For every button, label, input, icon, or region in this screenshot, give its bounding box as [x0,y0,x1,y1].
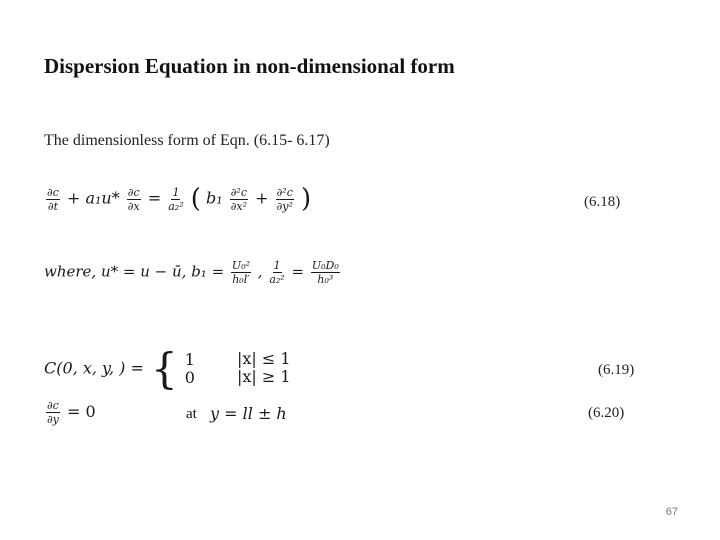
fraction: $\frac{\partial c}{\partial y}$ [46,399,59,426]
case-conditions: |x| ≤ 1 |x| ≥ 1 [237,349,291,386]
equals-sign: = [291,262,309,281]
rhs: = 0 [66,402,96,421]
boundary-condition: y = ll ± h [210,404,287,423]
fraction: $\frac{\text{∂²c}}{\text{∂y²}}$ [276,185,293,213]
equals-sign: = [147,188,162,208]
term: + a₁u* [66,188,125,208]
left-brace: { [150,344,178,393]
fraction: $\frac{1}{\text{a₂²}}$ [269,259,285,286]
where-definitions [44,260,342,285]
slide-title: Dispersion Equation in non-dimensional form [44,54,455,78]
page-number: 67 [665,506,678,518]
fraction: $\frac{\text{U₀²}}{\text{h₀l′}}$ [231,259,251,286]
plus-sign: + [255,188,269,208]
fraction: $\frac{\partial c}{\partial t}$ [47,185,59,213]
fraction: $\frac{1}{\text{a₂²}}$ [168,185,184,213]
term: b₁ [205,188,223,208]
at-text: at [186,406,197,422]
fraction: $\frac{\partial c}{\partial x}$ [127,185,140,213]
where-lead: where, u* = u − ū, b₁ = [44,262,229,281]
equation-6-19 [44,344,195,393]
equation-6-18 [44,186,311,212]
fraction: $\frac{\text{∂²c}}{\text{∂x²}}$ [230,185,248,213]
separator: , [257,262,268,281]
equation-number: (6.18) [584,194,621,210]
lhs: C(0, x, y, ) = [44,358,149,378]
fraction: $\frac{\text{U₀D₀}}{\text{h₀³}}$ [311,259,339,286]
equation-number: (6.20) [588,405,625,421]
open-paren: ( [190,184,201,214]
intro-text: The dimensionless form of Eqn. (6.15- 6.17) [44,132,330,149]
close-paren: ) [300,184,312,214]
equation-6-20 [44,400,96,425]
case-values: 1 0 [184,350,195,387]
equation-number: (6.19) [598,362,635,378]
